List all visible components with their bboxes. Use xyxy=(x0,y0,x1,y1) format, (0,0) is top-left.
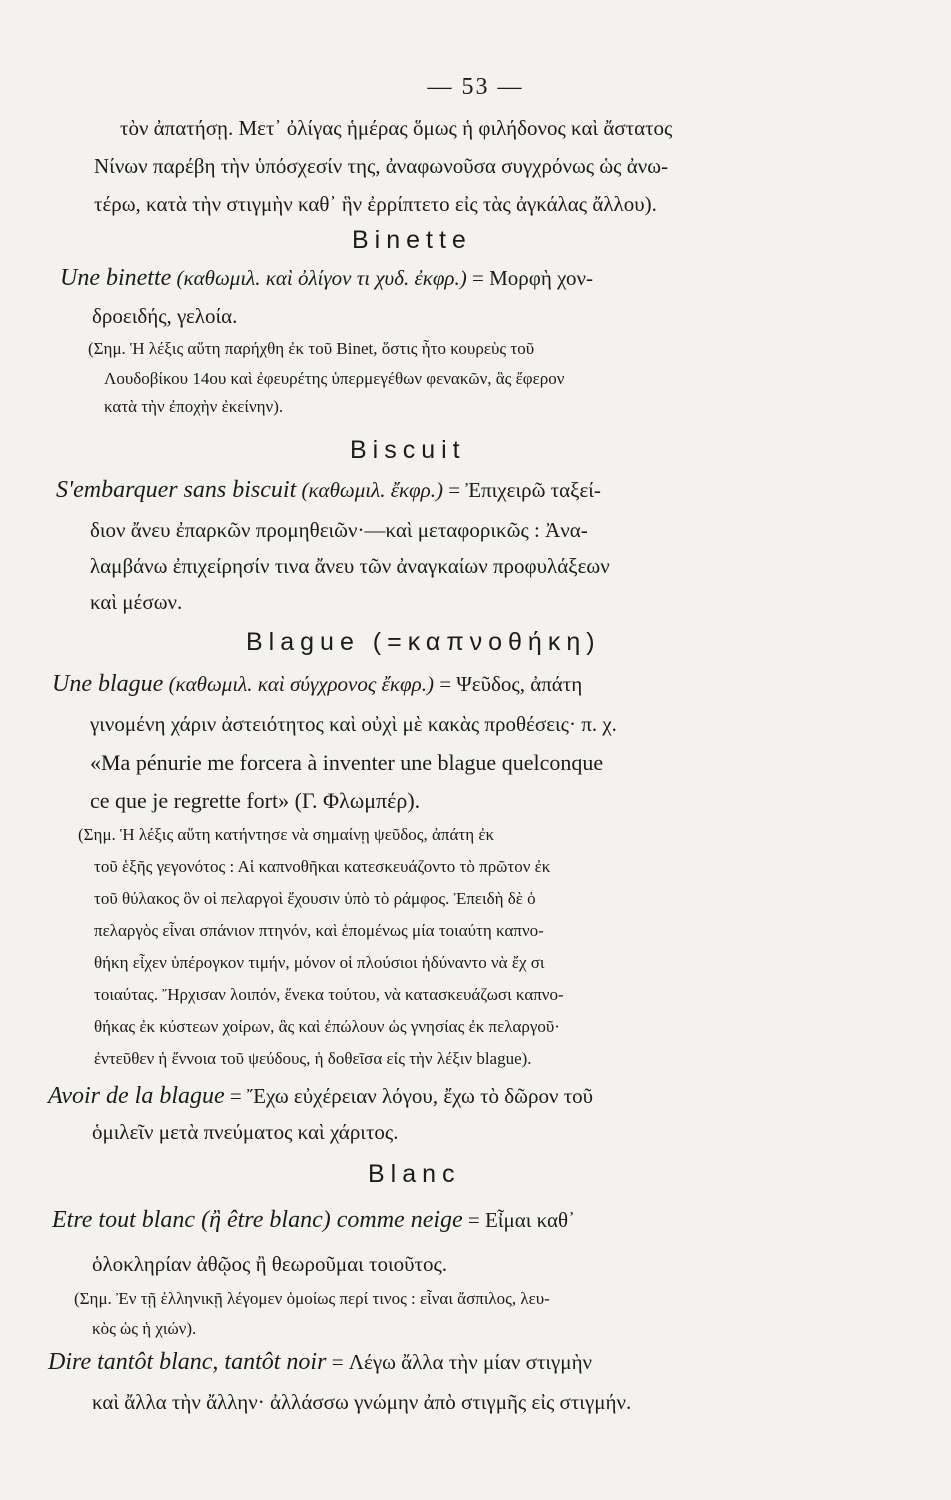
blague-line-2: «Ma pénurie me forcera à inventer une blague quelconque xyxy=(90,750,604,775)
blanc-phrase-1: Etre tout blanc (ἢ être blanc) comme neige xyxy=(52,1207,463,1233)
blanc-meaning-2: = Λέγω ἄλλα τὴν μίαν στιγμὴν xyxy=(331,1350,593,1374)
intro-line-2: Νίνων παρέβη τὴν ὑπόσχεσίν της, ἀναφωνοῦσα συγχρόνως ὡς ἀνω- xyxy=(94,154,669,178)
blague-note-5: θήκη εἶχεν ὑπέρογκον τιμήν, μόνον οἱ πλούσιοι ἠδύναντο νὰ ἔχ σι xyxy=(94,953,545,972)
biscuit-line-2: λαμβάνω ἐπιχείρησίν τινα ἄνευ τῶν ἀναγκαίων προφυλάξεων xyxy=(90,554,610,578)
intro-line-1: τὸν ἀπατήσῃ. Μετ᾽ ὀλίγας ἡμέρας ὅμως ἡ φιλήδονος καὶ ἄστατος xyxy=(120,116,673,140)
blanc-entry-1 xyxy=(52,1208,575,1232)
blanc-entry-2 xyxy=(48,1350,592,1374)
blague-note-4: πελαργὸς εἶναι σπάνιον πτηνόν, καὶ ἑπομένως μία τοιαύτη καπνο- xyxy=(94,921,544,940)
blague-entry-2 xyxy=(48,1084,593,1108)
blague-line-3: ce que je regrette fort» (Γ. Φλωμπέρ). xyxy=(90,788,421,813)
heading-blanc: Blanc xyxy=(368,1160,461,1188)
blanc-note-2: κὸς ὡς ἡ χιών). xyxy=(92,1319,197,1338)
biscuit-line-1: διον ἄνευ ἐπαρκῶν προμηθειῶν·—καὶ μεταφορικῶς : Ἀνα- xyxy=(90,518,588,542)
blague-note-7: θήκας ἐκ κύστεων χοίρων, ἃς καὶ ἐπώλουν ὡς γνησίας ἐκ πελαργοῦ· xyxy=(94,1017,560,1036)
biscuit-entry xyxy=(56,478,601,502)
binette-note-3: κατὰ τὴν ἐποχὴν ἐκείνην). xyxy=(104,397,284,416)
binette-phrase: Une binette xyxy=(60,265,172,291)
blague-note-1: (Σημ. Ἡ λέξις αὕτη κατήντησε νὰ σημαίνῃ ψεῦδος, ἀπάτη ἐκ xyxy=(78,825,495,844)
blague-gloss-1: (καθωμιλ. καὶ σύγχρονος ἔκφρ.) xyxy=(168,672,434,696)
biscuit-gloss: (καθωμιλ. ἔκφρ.) xyxy=(301,478,443,502)
blague-meaning-2: = Ἔχω εὐχέρειαν λόγου, ἔχω τὸ δῶρον τοῦ xyxy=(229,1084,594,1108)
binette-note-2: Λουδοβίκου 14ου καὶ ἐφευρέτης ὑπερμεγέθων φενακῶν, ἃς ἔφερον xyxy=(104,369,565,388)
heading-biscuit: Biscuit xyxy=(350,436,466,464)
binette-meaning-2: δροειδής, γελοία. xyxy=(92,304,238,328)
blague-line-1: γινομένη χάριν ἀστειότητος καὶ οὐχὶ μὲ κακὰς προθέσεις· π. χ. xyxy=(90,712,617,736)
intro-line-3: τέρω, κατὰ τὴν στιγμὴν καθ᾽ ἣν ἐρρίπτετο εἰς τὰς ἀγκάλας ἄλλου). xyxy=(94,192,657,216)
page-number: — 53 — xyxy=(427,74,524,100)
blague-entry-1 xyxy=(52,672,582,696)
blague-note-6: τοιαύτας. Ἤρχισαν λοιπόν, ἕνεκα τούτου, νὰ κατασκευάζωσι καπνο- xyxy=(94,985,564,1004)
binette-entry xyxy=(60,266,593,290)
blanc-meaning-2b: καὶ ἄλλα τὴν ἄλλην· ἀλλάσσω γνώμην ἀπὸ στιγμῆς εἰς στιγμήν. xyxy=(92,1390,632,1414)
blague-note-2: τοῦ ἑξῆς γεγονότος : Αἱ καπνοθῆκαι κατεσκευάζοντο τὸ πρῶτον ἐκ xyxy=(94,857,551,876)
blanc-meaning-1: = Εἶμαι καθ᾽ xyxy=(467,1208,576,1232)
blanc-note-1: (Σημ. Ἐν τῇ ἑλληνικῇ λέγομεν ὁμοίως περί τινος : εἶναι ἄσπιλος, λευ- xyxy=(74,1289,550,1308)
blague-meaning-2b: ὁμιλεῖν μετὰ πνεύματος καὶ χάριτος. xyxy=(92,1120,399,1144)
binette-note-1: (Σημ. Ἡ λέξις αὕτη παρήχθη ἐκ τοῦ Binet, ὅστις ἦτο κουρεὺς τοῦ xyxy=(88,339,535,358)
blague-meaning-1: = Ψεῦδος, ἀπάτη xyxy=(439,672,583,696)
biscuit-phrase: S'embarquer sans biscuit xyxy=(56,477,297,503)
blague-phrase-2: Avoir de la blague xyxy=(48,1083,225,1109)
biscuit-meaning-1: = Ἐπιχειρῶ ταξεί- xyxy=(448,478,601,502)
biscuit-line-3: καὶ μέσων. xyxy=(90,590,183,614)
binette-gloss: (καθωμιλ. καὶ ὀλίγον τι χυδ. ἐκφρ.) xyxy=(176,266,467,290)
heading-blague: Blague (=καπνοθήκη) xyxy=(246,628,601,656)
blague-note-8: ἐντεῦθεν ἡ ἔννοια τοῦ ψεύδους, ἡ δοθεῖσα εἰς τὴν λέξιν blague). xyxy=(94,1049,532,1068)
blanc-meaning-1b: ὁλοκληρίαν ἀθῷος ἢ θεωροῦμαι τοιοῦτος. xyxy=(92,1252,448,1276)
blague-phrase-1: Une blague xyxy=(52,671,164,697)
blanc-phrase-2: Dire tantôt blanc, tantôt noir xyxy=(48,1349,327,1375)
blague-note-3: τοῦ θύλακος ὃν οἱ πελαργοὶ ἔχουσιν ὑπὸ τὸ ράμφος. Ἐπειδὴ δὲ ὁ xyxy=(94,889,536,908)
heading-binette: Binette xyxy=(352,226,472,254)
binette-meaning-1: = Μορφὴ χον- xyxy=(472,266,593,290)
